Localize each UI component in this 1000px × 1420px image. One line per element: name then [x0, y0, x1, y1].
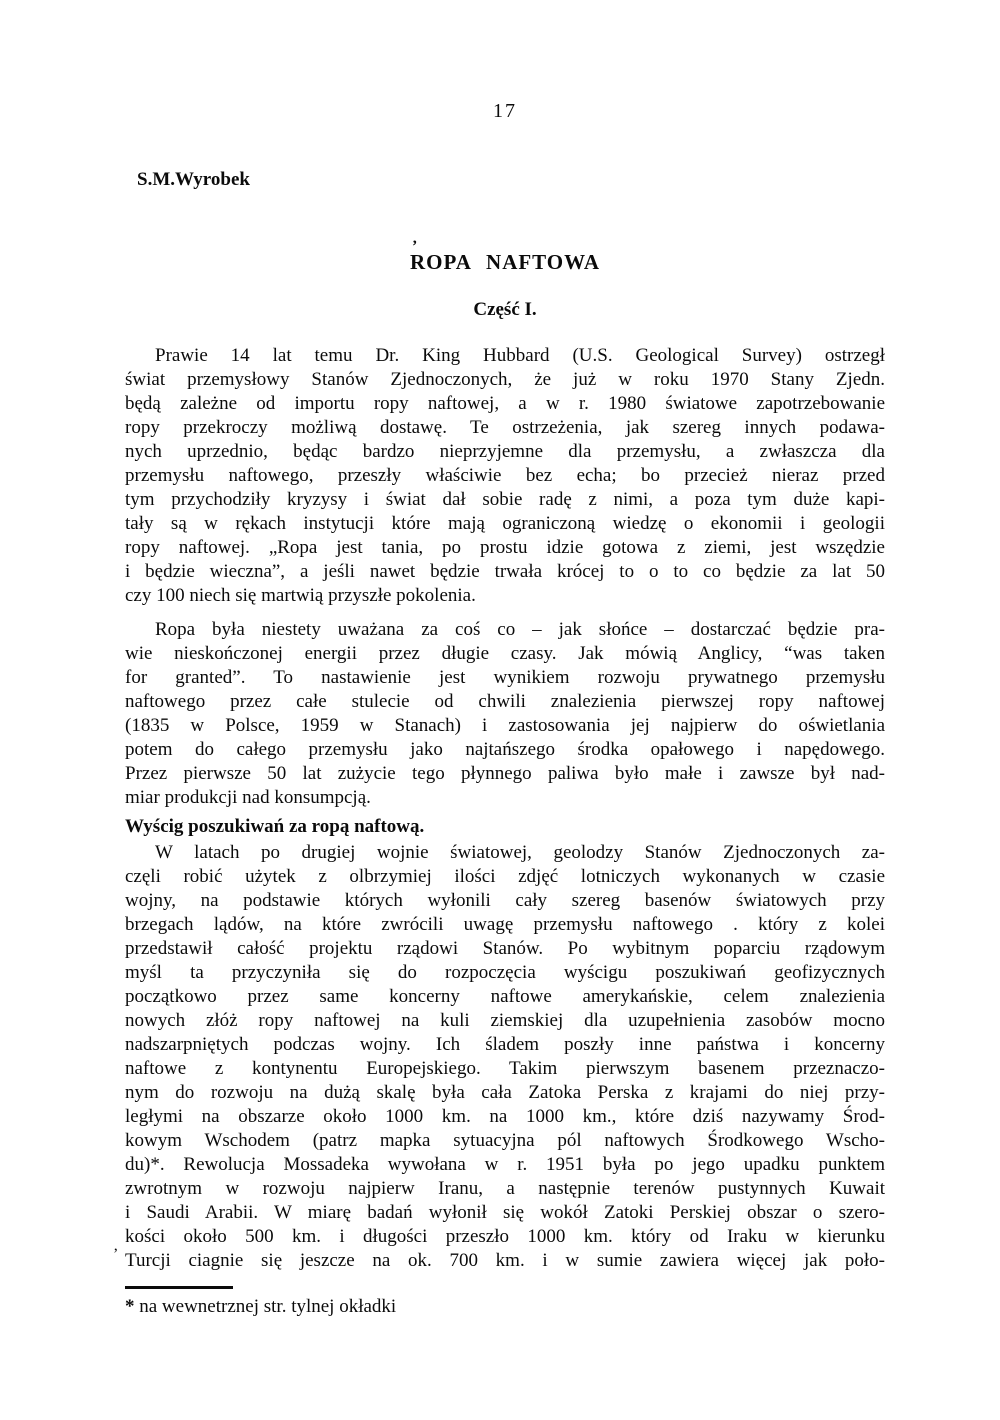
text-line: przedstawił całość projektu rządowi Stanów. Po wybitnym poparciu rządowym	[125, 938, 885, 959]
author-name: S.M.Wyrobek	[137, 169, 250, 190]
text-line: nowych złóż ropy naftowej na kuli ziemskiej dla uzupełnienia zasobów mocno	[125, 1010, 885, 1031]
text-line: for granted”. To nastawienie jest wynikiem rozwoju prywatnego przemysłu	[125, 667, 885, 688]
text-line: nym do rozwoju na dużą skalę była cała Zatoka Perska z krajami do niej przy-	[125, 1082, 885, 1103]
text-line: kowym Wschodem (patrz mapka sytuacyjna pól naftowych Środkowego Wscho-	[125, 1130, 885, 1151]
text-line: ległymi na obszarze około 1000 km. na 1000 km., które dziś nazywamy Środ-	[125, 1106, 885, 1127]
text-line: kości około 500 km. i długości przeszło 1000 km. który od Iraku w kierunku	[125, 1226, 885, 1247]
text-line: brzegach lądów, na które zwrócili uwagę przemysłu naftowego . który z kolei	[125, 914, 885, 935]
footnote-text: na wewnetrznej str. tylnej okładki	[134, 1296, 397, 1317]
margin-stray-mark: ’	[113, 1246, 119, 1263]
text-line: i Saudi Arabii. W miarę badań wyłonił się wokół Zatoki Perskiej obszar o szero-	[125, 1202, 885, 1223]
page-number: 17	[493, 100, 517, 122]
text-line: czy 100 niech się martwią przyszłe pokolenia.	[125, 585, 476, 606]
article-title	[410, 238, 600, 275]
footnote-asterisk: *	[125, 1296, 135, 1317]
text-line: nadszarpniętych podczas wojny. Ich śladem poszły inne państwa i koncerny	[125, 1034, 885, 1055]
text-line: myśl ta przyczyniła się do rozpoczęcia wyścigu poszukiwań geofizycznych	[125, 962, 885, 983]
text-line: będą zależne od importu ropy naftowej, a w r. 1980 światowe zapotrzebowanie	[125, 393, 885, 414]
text-line: świat przemysłowy Stanów Zjednoczonych, że już w roku 1970 Stany Zjedn.	[125, 369, 885, 390]
text-line: Przez pierwsze 50 lat zużycie tego płynnego paliwa było małe i zawsze był nad-	[125, 763, 885, 784]
text-line: Ropa była niestety uważana za coś co – jak słońce – dostarczać będzie pra-	[155, 619, 885, 640]
text-line: naftowego przez całe stulecie od chwili znalezienia pierwszej ropy naftowej	[125, 691, 885, 712]
footnote	[125, 1295, 885, 1319]
paragraph	[125, 618, 885, 810]
paragraph	[125, 344, 885, 608]
text-line: ropy naftowej. „Ropa jest tania, po prostu idzie gotowa z ziemi, jest wszędzie	[125, 537, 885, 558]
text-line: nych uprzednio, będąc bardzo nieprzyjemne dla przemysłu, a zwłaszcza dla	[125, 441, 885, 462]
text-line: tały są w rękach instytucji które mają ograniczoną wiedzę o ekonomii i geologii	[125, 513, 885, 534]
title-row	[125, 238, 885, 275]
text-line: Prawie 14 lat temu Dr. King Hubbard (U.S. Geological Survey) ostrzegł	[155, 345, 885, 366]
text-line: częli robić użytek z olbrzymiej ilości zdjęć lotniczych wykonanych w czasie	[125, 866, 885, 887]
text-line: W latach po drugiej wojnie światowej, geolodzy Stanów Zjednoczonych za-	[155, 842, 885, 863]
text-line: ropy przekroczy możliwą dostawę. Te ostrzeżenia, jak szereg innych podawa-	[125, 417, 885, 438]
text-line: Turcji ciagnie się jeszcze na ok. 700 km. i w sumie zawiera więcej jak poło-	[125, 1250, 885, 1271]
title-accent-mark: ’	[412, 238, 419, 255]
text-line: tym przychodziły kryzysy i świat dał sobie radę z nimi, a poza tym duże kapi-	[125, 489, 885, 510]
text-body	[125, 344, 885, 1319]
article-subtitle: Część I.	[473, 299, 537, 320]
section-heading: Wyścig poszukiwań za ropą naftową.	[125, 816, 425, 837]
text-line: (1835 w Polsce, 1959 w Stanach) i zastosowania jej najpierw do oświetlania	[125, 715, 885, 736]
text-line: naftowe z kontynentu Europejskiego. Takim pierwszym basenem przeznaczo-	[125, 1058, 885, 1079]
footnote-rule	[125, 1286, 233, 1289]
text-line: przemysłu naftowego, przeszły właściwie bez echa; bo przecież nieraz przed	[125, 465, 885, 486]
text-line: du)*. Rewolucja Mossadeka wywołana w r. 1951 była po jego upadku punktem	[125, 1154, 885, 1175]
text-line: potem do całego przemysłu jako najtańszego środka opałowego i napędowego.	[125, 739, 885, 760]
text-line: miar produkcji nad konsumpcją.	[125, 787, 371, 808]
article-title-text: ROPA NAFTOWA	[410, 250, 600, 274]
text-line: i będzie wieczna”, a jeśli nawet będzie trwała krócej to o to co będzie za lat 50	[125, 561, 885, 582]
text-line: zwrotnym w rozwoju najpierw Iranu, a następnie terenów pustynnych Kuwait	[125, 1178, 885, 1199]
text-line: wojny, na podstawie których wyłonili cały szereg basenów światowych przy	[125, 890, 885, 911]
paragraph	[125, 841, 885, 1273]
text-line: początkowo przez same koncerny naftowe amerykańskie, celem znalezienia	[125, 986, 885, 1007]
text-line: wie nieskończonej energii przez długie czasy. Jak mówią Anglicy, “was taken	[125, 643, 885, 664]
